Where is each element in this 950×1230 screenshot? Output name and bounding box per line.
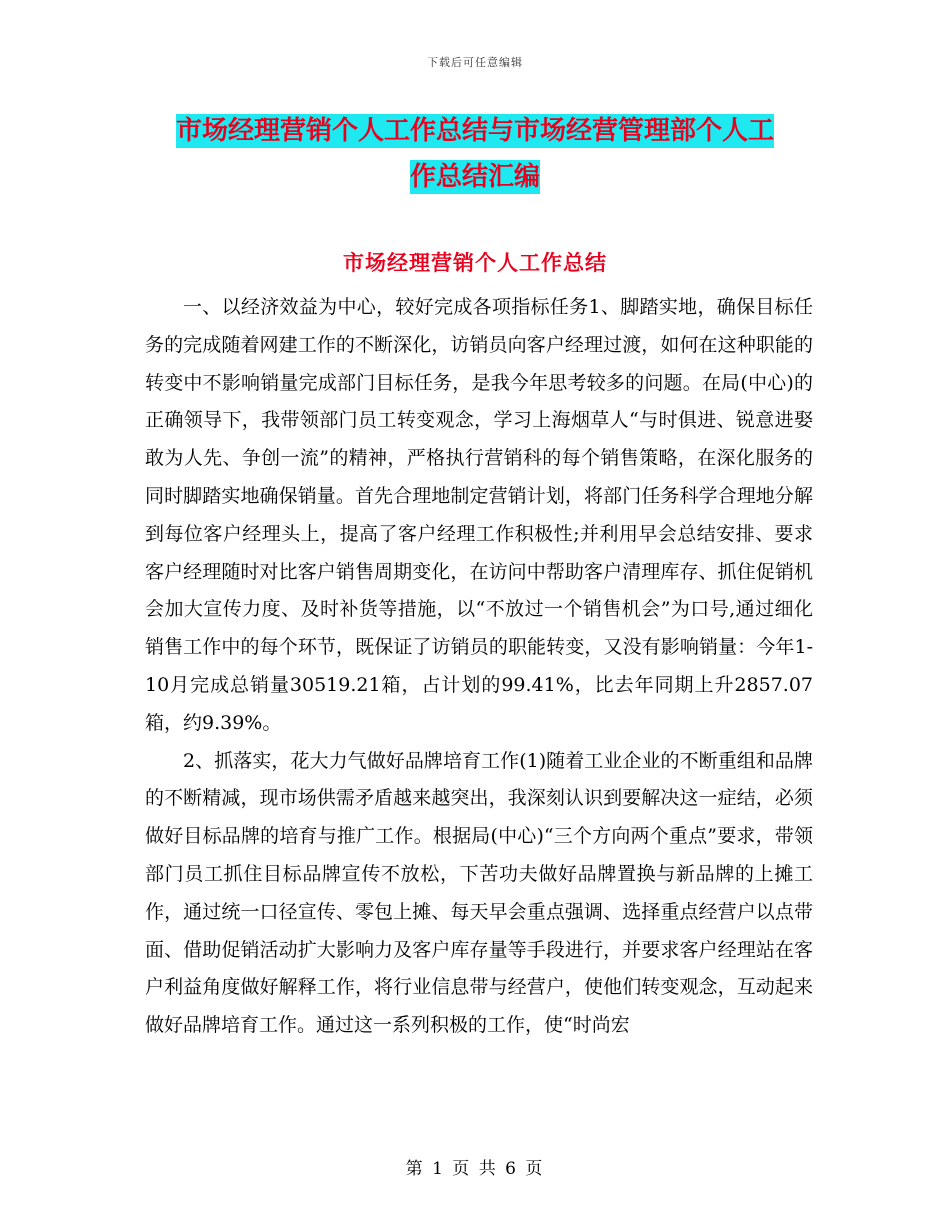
document-title-line-2: 作总结汇编 (409, 162, 540, 192)
page-number: 第 1 页 共 6 页 (405, 1159, 545, 1179)
document-title-line-1: 市场经理营销个人工作总结与市场经营管理部个人工 (175, 116, 774, 146)
body-text (145, 289, 813, 1045)
document-title (0, 108, 950, 200)
paragraph: 2、抓落实，花大力气做好品牌培育工作(1)随着工业企业的不断重组和品牌的不断精减，现市场供需矛盾越来越突出，我深刻认识到要解决这一症结，必须做好目标品牌的培育与推广工作。根据局(中心)“三个方向两个重点”要求，带领部门员工抓住目标品牌宣传不放松，下苦功夫做好品牌置换与新品牌的上摊工作，通过统一口径宣传、零包上摊、每天早会重点强调、选择重点经营户以点带面、借助促销活动扩大影响力及客户库存量等手段进行，并要求客户经理站在客户利益角度做好解释工作，将行业信息带与经营户，使他们转变观念，互动起来做好品牌培育工作。通过这一系列积极的工作，使“时尚宏 (145, 749, 813, 1037)
header-note: 下载后可任意编辑 (427, 56, 523, 69)
section-title: 市场经理营销个人工作总结 (343, 251, 607, 275)
paragraph: 一、以经济效益为中心，较好完成各项指标任务1、脚踏实地，确保目标任务的完成随着网建工作的不断深化，访销员向客户经理过渡，如何在这种职能的转变中不影响销量完成部门目标任务，是我今年思考较多的问题。在局(中心)的正确领导下，我带领部门员工转变观念，学习上海烟草人“与时俱进、锐意进娶敢为人先、争创一流”的精神，严格执行营销科的每个销售策略，在深化服务的同时脚踏实地确保销量。首先合理地制定营销计划，将部门任务科学合理地分解到每位客户经理头上，提高了客户经理工作积极性;并利用早会总结安排、要求客户经理随时对比客户销售周期变化，在访问中帮助客户清理库存、抓住促销机会加大宣传力度、及时补货等措施，以“不放过一个销售机会”为口号,通过细化销售工作中的每个环节，既保证了访销员的职能转变，又没有影响销量：今年1-10月完成总销量30519.21箱，占计划的99.41%，比去年同期上升2857.07箱，约9.39%。 (145, 296, 813, 734)
